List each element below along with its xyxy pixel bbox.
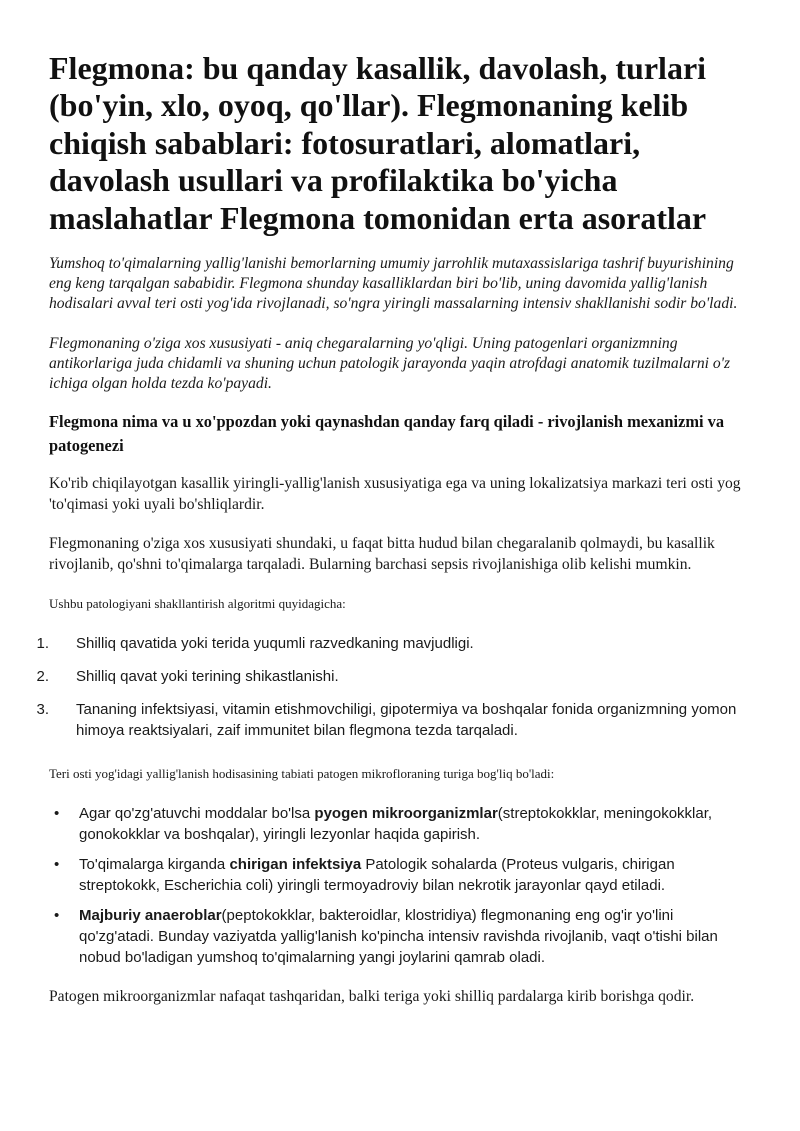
bullet-icon: • bbox=[54, 804, 60, 822]
list-item bbox=[21, 666, 750, 687]
bullet-icon: • bbox=[54, 906, 60, 924]
bullet-text-before: Agar qo'zg'atuvchi moddalar bo'lsa bbox=[79, 804, 315, 822]
bullet-text-bold: Majburiy anaeroblar bbox=[79, 906, 222, 924]
bullet-text-bold: chirigan infektsiya bbox=[229, 855, 362, 873]
section-heading: Flegmona nima va u xo'ppozdan yoki qaynashdan qanday farq qiladi - rivojlanish mexanizmi va patogenezi bbox=[49, 412, 725, 455]
bullet-text-bold: pyogen mikroorganizmlar bbox=[314, 804, 498, 822]
microflora-intro: Teri osti yog'idagi yallig'lanish hodisasining tabiati patogen mikrofloraning turiga bog'liq bo'ladi: bbox=[49, 765, 555, 781]
bullet-list bbox=[49, 803, 750, 968]
list-number: 2. bbox=[36, 667, 49, 685]
page-title: Flegmona: bu qanday kasallik, davolash, turlari (bo'yin, xlo, oyoq, qo'llar). Flegmonaning kelib chiqish sabablari: fotosuratlari, alomatlari, davolash usullari va profilaktika bo'yicha maslahatlar Flegmona tomonidan erta asoratlar bbox=[49, 50, 707, 236]
bullet-icon: • bbox=[54, 855, 60, 873]
list-item bbox=[49, 905, 750, 968]
list-item bbox=[21, 633, 750, 654]
intro-paragraph-2: Flegmonaning o'ziga xos xususiyati - aniq chegaralarning yo'qligi. Uning patogenlari organizmning antikorlariga juda chidamli va shuning uchun patologik jarayonda yaqin atrofdagi anatomik tuzilmalarni o'z ichiga olgan holda tezda ko'payadi. bbox=[49, 334, 731, 393]
list-item-text: Tananing infektsiyasi, vitamin etishmovchiligi, gipotermiya va boshqalar fonida organizmning yomon himoya reaktsiyalari, zaif immunitet bilan flegmona tezda tarqaladi. bbox=[76, 700, 737, 739]
bullet-text-after: (streptokokklar, meningokokklar, gonokokklar va boshqalar), yiringli lezyonlar haqida gapirish. bbox=[79, 804, 713, 843]
list-number: 3. bbox=[36, 700, 49, 718]
intro-paragraph-1: Yumshoq to'qimalarning yallig'lanishi bemorlarning umumiy jarrohlik mutaxassislariga tashrif buyurishining eng keng tarqalgan sababidir. Flegmona shunday kasalliklardan biri bo'lib, uning davomida yallig'lanish hodisalari avval teri osti yog'ida rivojlanadi, so'ngra yiringli massalarning intensiv shakllanishi sodir bo'ladi. bbox=[49, 255, 738, 313]
list-item bbox=[21, 699, 750, 741]
body-paragraph-2: Flegmonaning o'ziga xos xususiyati shundaki, u faqat bitta hudud bilan chegaralanib qolmaydi, bu kasallik rivojlanib, qo'shni to'qimalarga tarqaladi. Bularning barchasi sepsis rivojlanishiga olib kelishi mumkin. bbox=[49, 535, 715, 574]
bullet-text-before: To'qimalarga kirganda bbox=[79, 855, 230, 873]
list-item bbox=[49, 803, 750, 845]
list-item-text: Shilliq qavatida yoki terida yuqumli razvedkaning mavjudligi. bbox=[76, 634, 474, 652]
closing-paragraph: Patogen mikroorganizmlar nafaqat tashqaridan, balki teriga yoki shilliq pardalarga kirib borishga qodir. bbox=[49, 987, 695, 1005]
steps-list bbox=[36, 633, 750, 741]
algorithm-intro: Ushbu patologiyani shakllantirish algoritmi quyidagicha: bbox=[49, 595, 346, 611]
bullet-text-after: (peptokokklar, bakteroidlar, klostridiya) flegmonaning eng og'ir yo'lini qo'zg'atadi. Bunday vaziyatda yallig'lanish ko'pincha intensiv ravishda rivojlanib, vaqt o'tishi bilan nobud bo'ladigan yumshoq to'qimalarning yangi joylarini qamrab oladi. bbox=[79, 906, 718, 966]
list-item-text: Shilliq qavat yoki terining shikastlanishi. bbox=[76, 667, 339, 685]
list-item bbox=[49, 854, 750, 896]
list-number: 1. bbox=[36, 634, 49, 652]
body-paragraph-1: Ko'rib chiqilayotgan kasallik yiringli-yallig'lanish xususiyatiga ega va uning lokalizatsiya markazi teri osti yog 'to'qimasi yoki uyali bo'shliqlardir. bbox=[49, 475, 741, 513]
bullet-text-after: Patologik sohalarda (Proteus vulgaris, chirigan streptokokk, Escherichia coli) yiringli termoyadroviy bilan nekrotik jarayonlar qayd etiladi. bbox=[79, 855, 675, 894]
